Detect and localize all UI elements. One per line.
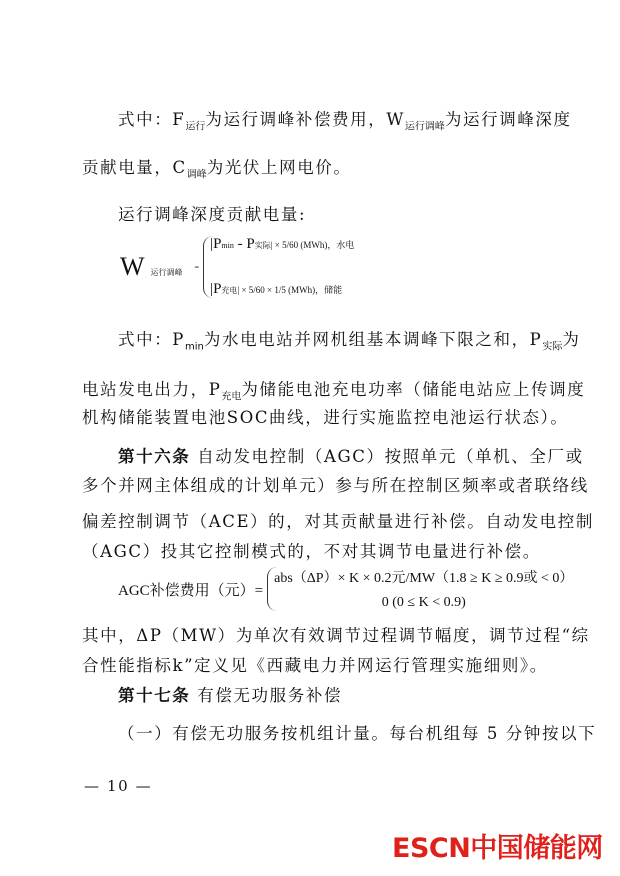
text-line: （一）有偿无功服务按机组计量。每台机组每 5 分钟按以下	[118, 724, 597, 743]
formula-row: abs（ΔP）× K × 0.2元/MW（1.8 ≥ K ≥ 0.9或 < 0）	[274, 571, 574, 586]
formula-row: |P充电| × 5/60 × 1/5 (MWh)，储能	[210, 281, 343, 297]
text-line: 电站发电出力，$P_{充电}$为储能电池充电功率（储能电站应上传调度	[82, 380, 586, 403]
text-line: 其中，ΔP（MW）为单次有效调节过程调节幅度，调节过程“综	[82, 626, 590, 645]
text-line: 机构储能装置电池SOC曲线，进行实施监控电池运行状态）。	[82, 408, 569, 427]
article-heading: 第十七条	[118, 686, 191, 705]
formula-peak-energy	[120, 234, 354, 300]
formula-cases	[203, 236, 354, 298]
formula-agc	[118, 566, 573, 612]
article-heading: 第十六条	[118, 447, 191, 466]
text-line: （AGC）投其它控制模式的，不对其调节电量进行补偿。	[82, 542, 541, 561]
text-line: 运行调峰深度贡献电量:	[118, 205, 307, 224]
formula-lhs: AGC补偿费用（元）=	[118, 582, 264, 599]
escn-logo: ESCN中国储能网	[392, 833, 603, 864]
text-line: 第十六条 自动发电控制（AGC）按照单元（单机、全厂或	[118, 447, 584, 466]
text-line: 贡献电量，$C_{调峰}$为光伏上网电价。	[82, 158, 352, 181]
text-line: 第十七条 有偿无功服务补偿	[118, 686, 343, 705]
formula-row: 0 (0 ≤ K < 0.9)	[381, 595, 466, 610]
text-line: 式中：$P_{min}$为水电电站并网机组基本调峰下限之和，$P_{实际}$为	[118, 330, 581, 353]
formula-equals: =	[194, 262, 200, 272]
text-line: 合性能指标k”定义见《西藏电力并网运行管理实施细则》。	[82, 656, 548, 675]
formula-lhs-sub: 运行调峰	[150, 267, 183, 277]
text-line: 偏差控制调节（ACE）的，对其贡献量进行补偿。自动发电控制	[82, 512, 594, 531]
text-line: 多个并网主体组成的计划单元）参与所在控制区频率或者联络线	[82, 476, 589, 495]
formula-row: |Pmin - P实际| × 5/60 (MWh)，水电	[210, 236, 355, 252]
formula-lhs: W	[120, 252, 145, 281]
page-number: — 10 —	[84, 777, 153, 795]
formula-cases	[267, 567, 573, 611]
text-line: 式中：$F_{运行}$为运行调峰补偿费用，$W_{运行调峰}$为运行调峰深度	[118, 110, 572, 133]
